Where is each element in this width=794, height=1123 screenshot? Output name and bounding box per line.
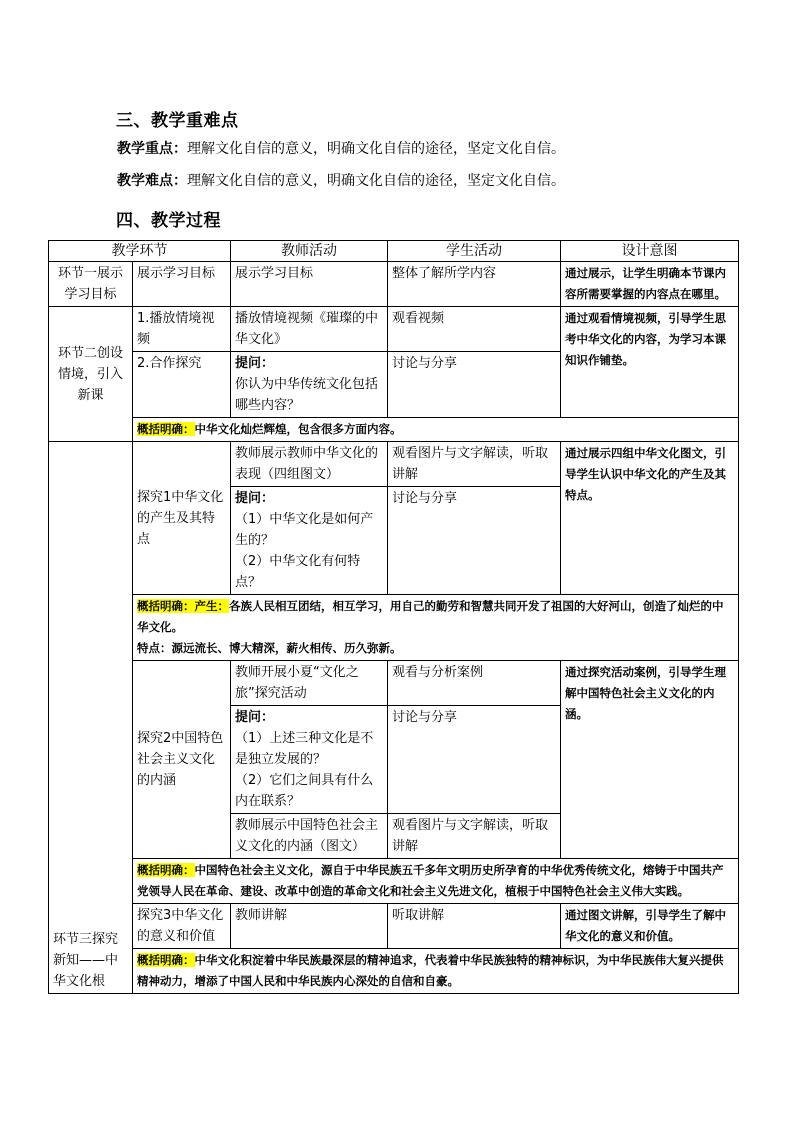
explore-2-teacher-1: 教师开展小夏“文化之旅”探究活动: [231, 661, 388, 706]
summary-row: [49, 859, 739, 904]
explore-3-student-1: 听取讲解: [388, 904, 561, 949]
summary-row: [49, 418, 739, 442]
explore-1-student-1: 观看图片与文字解读，听取讲解: [388, 442, 561, 487]
question-label: 提问：: [235, 710, 275, 725]
stage-2-intent: 通过观看情境视频，引导学生思考中华文化的内容，为学习本课知识作铺垫。: [561, 307, 739, 418]
section-3-heading: 三、教学重难点: [116, 111, 239, 131]
explore-1-step: 探究1中华文化的产生及其特点: [133, 442, 231, 595]
explore-2-intent: 通过探究活动案例，引导学生理解中国特色社会主义文化的内涵。: [561, 661, 739, 859]
stage-2-teacher-2: [231, 352, 388, 418]
explore-2-student-3: 观看图片与文字解读，听取讲解: [388, 814, 561, 859]
origin-text: 各族人民相互团结，相互学习，用自己的勤劳和智慧共同开发了祖国的大好河山，创造了灿烂的中华文化。: [137, 599, 724, 634]
stage-1-intent: 通过展示，让学生明确本节课内容所需要掌握的内容点在哪里。: [561, 262, 739, 307]
explore-3-intent: 通过图文讲解，引导学生了解中华文化的意义和价值。: [561, 904, 739, 949]
stage-2-step-1: 1.播放情境视频: [133, 307, 231, 352]
explore-2-teacher-2: [231, 706, 388, 814]
explore-3-summary: [133, 949, 739, 994]
table-row: [49, 262, 739, 307]
question-2: （2）中华文化有何特点？: [235, 554, 361, 590]
explore-1-intent: 通过展示四组中华文化图文，引导学生认识中华文化的产生及其特点。: [561, 442, 739, 595]
explore-2-student-1: 观看与分析案例: [388, 661, 561, 706]
explore-2-teacher-3: 教师展示中国特色社会主义文化的内涵（图文）: [231, 814, 388, 859]
summary-row: [49, 949, 739, 994]
explore-3-teacher-1: 教师讲解: [231, 904, 388, 949]
header-stage: 教学环节: [49, 241, 231, 262]
summary-label: 概括明确：: [137, 599, 195, 613]
difficult-point-text: 理解文化自信的意义，明确文化自信的途径，坚定文化自信。: [187, 173, 565, 189]
header-intent: 设计意图: [561, 241, 739, 262]
explore-1-student-2: 讨论与分享: [388, 487, 561, 595]
question-text: 你认为中华传统文化包括哪些内容？: [235, 377, 379, 413]
question-label: 提问：: [235, 356, 275, 371]
header-teacher: 教师活动: [231, 241, 388, 262]
feature-label: 特点：: [137, 641, 172, 655]
summary-text: 中华文化积淀着中华民族最深层的精神追求，代表着中华民族独特的精神标识，为中华民族伟大复兴提供精神动力，增添了中国人民和中华民族内心深处的自信和自豪。: [137, 953, 724, 988]
stage-2-step-2: 2.合作探究: [133, 352, 231, 418]
summary-text: 中国特色社会主义文化，源自于中华民族五千多年文明历史所孕育的中华优秀传统文化，熔铸于中国共产党领导人民在革命、建设、改革中创造的革命文化和社会主义先进文化，植根于中国特色社会主义伟大实践。: [137, 863, 724, 898]
question-label: 提问：: [235, 491, 275, 506]
summary-label: 概括明确：: [137, 863, 195, 877]
key-point-text: 理解文化自信的意义，明确文化自信的途径，坚定文化自信。: [187, 141, 565, 157]
summary-text: 中华文化灿烂辉煌，包含很多方面内容。: [194, 422, 402, 436]
explore-3-step: 探究3中华文化的意义和价值: [133, 904, 231, 949]
explore-1-teacher-2: [231, 487, 388, 595]
header-student: 学生活动: [388, 241, 561, 262]
table-header-row: [49, 241, 739, 262]
key-point-label: 教学重点：: [117, 141, 187, 157]
section-4-heading: 四、教学过程: [116, 211, 221, 231]
difficult-point-label: 教学难点：: [117, 173, 187, 189]
explore-2-summary: [133, 859, 739, 904]
stage-2-teacher-1: 播放情境视频《璀璨的中华文化》: [231, 307, 388, 352]
stage-2-student-1: 观看视频: [388, 307, 561, 352]
stage-2-name: 环节二创设情境，引入新课: [49, 307, 133, 442]
summary-row: [49, 595, 739, 661]
question-2: （2）它们之间具有什么内在联系？: [235, 773, 374, 809]
stage-1-teacher: 展示学习目标: [231, 262, 388, 307]
table-row: [49, 442, 739, 487]
question-1: （1）中华文化是如何产生的？: [235, 512, 374, 548]
stage-2-student-2: 讨论与分享: [388, 352, 561, 418]
explore-1-teacher-1: 教师展示教师中华文化的表现（四组图文）: [231, 442, 388, 487]
key-point-line: [117, 138, 565, 158]
teaching-process-table: [48, 240, 739, 994]
origin-label: 产生：: [194, 599, 229, 613]
explore-1-summary: [133, 595, 739, 661]
explore-2-step: 探究2中国特色社会主义文化的内涵: [133, 661, 231, 859]
summary-label: 概括明确：: [137, 953, 195, 967]
difficult-point-line: [117, 170, 565, 190]
stage-1-name: 环节一展示学习目标: [49, 262, 133, 307]
stage-3-name: 环节三探究新知——中华文化根: [49, 442, 133, 994]
summary-label: 概括明确：: [137, 422, 195, 436]
table-row: [49, 307, 739, 352]
stage-1-step: 展示学习目标: [133, 262, 231, 307]
explore-2-student-2: 讨论与分享: [388, 706, 561, 814]
stage-1-student: 整体了解所学内容: [388, 262, 561, 307]
table-row: [49, 661, 739, 706]
feature-text: 源远流长、博大精深，薪火相传、历久弥新。: [171, 641, 402, 655]
question-1: （1）上述三种文化是不是独立发展的？: [235, 731, 374, 767]
stage-2-summary: [133, 418, 739, 442]
table-row: [49, 904, 739, 949]
